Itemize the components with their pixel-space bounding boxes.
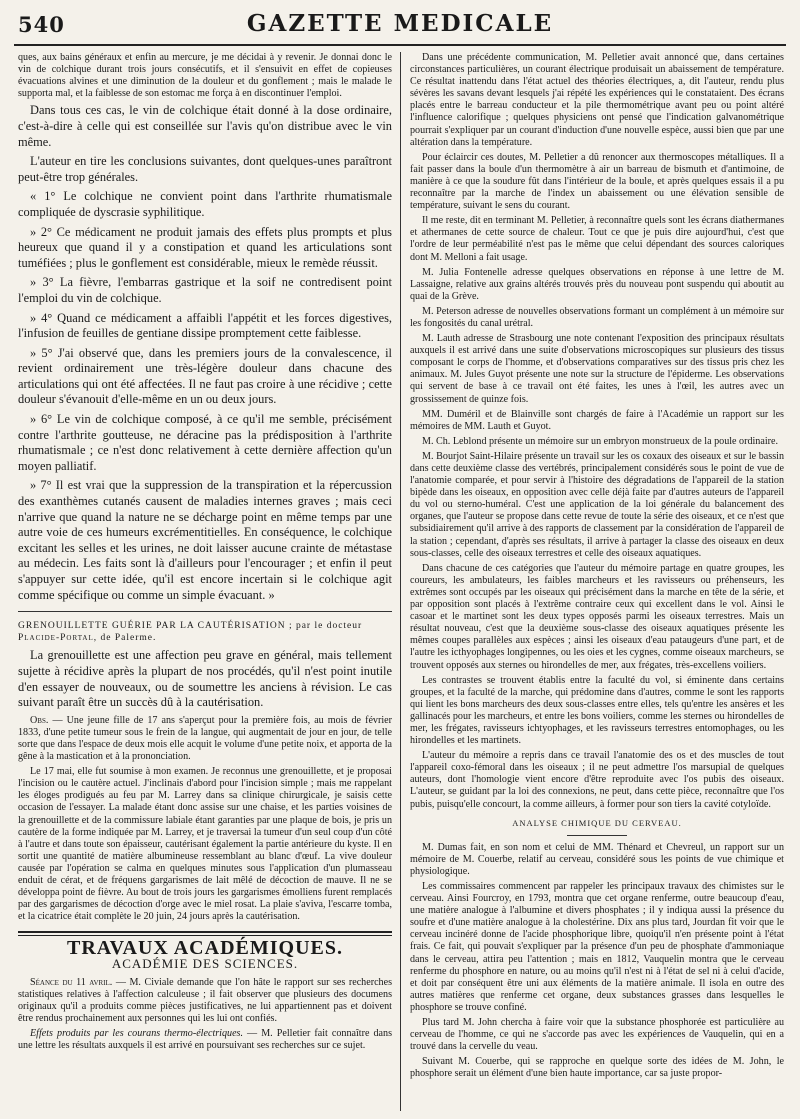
observation-treatment: Le 17 mai, elle fut soumise à mon examen. Je reconnus une grenouillette, et je proposai l'incision ou le cautère actuel. J'inclinais d'abord pour l'incision simple ; mais me rappelant les éloges prodigués au feu par M. Larrey dans sa clinique chirurgicale, je saisis cette occasion de l'essayer. La malade étant donc assise sur une chaise, et les parties voisines de la grenouillette et de la commissure labiale étant garanties par une plaque de bois, je pris un cautère de la forme indiquée par M. Larrey, et je traversai la tumeur d'un seul coup d'un côté à l'autre et dans toute son épaisseur, cautérisant également la partie antérieure du kyste. Il en sortit une quantité de matière albumineuse ressemblant au blanc d'œuf. La vive douleur causée par l'opération se calma en quelques minutes sous l'application d'un plumasseau enduit de cérat, et de fréquens gargarismes de lait mêlé de décoction de mauve. Il ne se développa point de fièvre. Au bout de trois jours les gargarismes émolliens furent remplacés par des gargarismes de décoction d'orge avec le miel rosat. La plaie s'avivа, l'escarre tomba, et la cicatrice était complète le 20 juin, 24 jours après la cautérisation. (18, 766, 392, 923)
observation-text: — Une jeune fille de 17 ans s'aperçut pour la première fois, au mois de février 1833, d'une petite tumeur sous le frein de la langue, qui augmentait de jour en jour, de telle sorte que dans l'espace de deux mois elle acquit le volume d'une petite noix, et apporta de la gêne à la mastication et à la prononciation. (18, 714, 392, 763)
observation-label: Obs. (30, 714, 49, 726)
conclusion-1: « 1° Le colchique ne convient point dans l'arthrite rhumatismale compliquée de dyscrasie syphilitique. (18, 189, 392, 219)
seance-label: Séance du 11 avril. (30, 976, 113, 988)
section-rule (18, 611, 392, 612)
dumas-paragraph: M. Dumas fait, en son nom et celui de MM. Thénard et Chevreul, un rapport sur un mémoire de M. Couerbe, relatif au cerveau, considéré sous les points de vue chimique et physiologique. (410, 841, 784, 877)
colchique-dose-paragraph: Dans tous ces cas, le vin de colchique était donné à la dose ordinaire, c'est-à-dire à celle qui est conseillée sur l'avis qu'on distribue avec le vin même. (18, 103, 392, 149)
colchique-conclusions-block (18, 103, 392, 603)
seance-paragraph (18, 977, 392, 1025)
analyse-chimique-heading: ANALYSE CHIMIQUE DU CERVEAU. (512, 817, 682, 828)
pelletier-paragraph-2: Pour éclaircir ces doutes, M. Pelletier a dû renoncer aux thermoscopes métalliques. Il a fait passer dans la boule d'un thermomètre à air un barreau de bismuth et d'antimoine, de manière à ce que la soudure fût dans l'intérieur de la boule, et après quelques essais il a pu reconnaître par la marche de l'index un abaissement ou une élévation sensible de température, suivant le sens du courant. (410, 151, 784, 212)
conclusion-4: » 4° Quand ce médicament a affaibli l'appétit et les forces digestives, l'infusion de feuilles de gentiane dissipe promptement cette faiblesse. (18, 310, 392, 341)
conclusion-5: » 5° J'ai observé que, dans les premiers jours de la convalescence, il revient ordinairement une très-légère douleur dans chacune des articulations qui ont été affectées. Il ne faut pas croire à une récidive ; cette douleur s'évanouit d'elle-même en un ou deux jours. (18, 345, 392, 407)
left-column (18, 52, 392, 1111)
grenouillette-intro: La grenouillette est une affection peu grave en général, mais tellement sujette à récidive après la plupart de nos procédés, qu'il n'est point inutile d'en essayer de nouveaux, ou de soumettre les anciens à révision. Le cas suivant paraît être un succès dû à la cautérisation. (18, 648, 392, 710)
pelletier-paragraph-1: Dans une précédente communication, M. Pelletier avait annoncé que, dans certaines circonstances particulières, un courant électrique produisait un abaissement de température. Ce résultat inattendu dans l'état actuel des théories électriques, a, dit l'auteur, rendu plus sévères les savans devant lesquels j'ai répété les expériences qui le constataient. Des écrans placés entre le barreau conducteur et la pile thermométrique avant peu ou point altéré l'influence calorifique ; quelques physiciens ont pensé que l'indication galvanométrique pourrait s'expliquer par un courant d'induction d'une nouvelle espèce, aussi bien que par une altération dans la température. (410, 52, 784, 148)
travaux-academiques-title: TRAVAUX ACADÉMIQUES. (67, 937, 343, 960)
journal-title: GAZETTE MEDICALE (246, 10, 554, 37)
colchique-intro-paragraph: ques, aux bains généraux et enfin au mercure, je me décidai à y revenir. Je donnai donc le vin de colchique durant trois jours consécutifs, et il s'ensuivit en effet de copieuses évacuations alvines et une diminution de la douleur et du gonflement ; mais le malade le supporta mal, et la faiblesse de son estomac me força à en discontinuer l'emploi. (18, 52, 392, 100)
bourjot-paragraph-2: Dans chacune de ces catégories que l'auteur du mémoire partage en quatre groupes, les coureurs, les ambulateurs, les faibles marcheurs et les ravisseurs ou préhenseurs, les extrêmes sont occupés par les oiseaux qui précisément dans la marche en tête de la série, et par opposition sont placés à l'extrême contraire ceux qui excellent dans le vol. Ainsi le casoar et le martinet sont les deux types opposés parmi les oiseaux terrestres. Mais un résultat nouveau, c'est que la deuxième sous-classe des oiseaux aquatiques présente les mêmes coupes parallèles aux espèces ; ainsi les oiseaux d'eau pataugeurs d'une part, et de l'autre les icthyophages longipennes, ou les oies et les cygnes, comme oiseaux marcheurs, se trouvent opposés aux sternes ou hirondelles de mer, aux frégates, très-excellens voiliers. (410, 562, 784, 671)
bourjot-paragraph-3: Les contrastes se trouvent établis entre la faculté du vol, si éminente dans certains groupes, et la faculté de la marche, qui prédomine dans d'autres, comme le sont les rapports qui lient les bons marcheurs des deux sous-classes entre elles, tels qu'entre les ansères et les gallinacés pour les marcheurs, et entre les bons voiliers, comme les sternes ou hirondelles de mer, les frégates, ravisseurs ichtyophages, et les ravisseurs terrestres entomophages, ou les hirondelles et les martinets. (410, 674, 784, 747)
couerbe-paragraph: Suivant M. Couerbe, qui se rapproche en quelque sorte des idées de M. John, le phosphore serait un élément d'une bien haute importance, car sa juste propor- (410, 1056, 784, 1080)
leblond-paragraph: M. Ch. Leblond présente un mémoire sur un embryon monstrueux de la poule ordinaire. (422, 435, 779, 447)
observation-paragraph (18, 715, 392, 763)
pelletier-paragraph-3: Il me reste, dit en terminant M. Pelletier, à reconnaître quels sont les écrans diathermanes et athermanes de cette source de chaleur. Tout ce que je puis dire aujourd'hui, c'est que l'ordre de leur perméabilité n'est pas le même que celui dépendant des sources caloriques dont M. Melloni a fait usage. (410, 215, 784, 263)
peterson-paragraph: M. Peterson adresse de nouvelles observations formant un complément à un mémoire sur les fongosités du canal urétral. (410, 305, 784, 329)
seance-text: — M. Civiale demande que l'on hâte le rapport sur ses recherches statistiques relatives à l'affection calculeuse ; il fait observer que plusieurs des documens originaux qu'il a produits comme pièces justificatives, ne lui appartiennent pas et doivent être rendus prochainement aux personnes qui les lui ont confiés. (18, 976, 392, 1024)
commissaires-paragraph: Les commissaires commencent par rappeler les principaux travaux des chimistes sur le cerveau. Ainsi Fourcroy, en 1793, montra que cet organe renferme, outre beaucoup d'eau, une matière analogue à l'albumine et divers phosphates ; il y indiqua aussi la présence du soufre et d'une matière analogue à la cholestérine. Dix ans plus tard, Jourdan fit voir que le cerveau incinéré donne de l'acide phosphorique libre, quoiqu'il n'en présente point à l'état frais. Ce fait, qui pouvait s'expliquer par la présence d'un peu de phosphate d'ammoniaque dans le cerveau, attira peu l'attention ; mais en 1812, Vauquelin montra que le cerveau renferme du phosphore en nature, ou au moins qu'il n'est ni à l'état de sel ni à celui d'acide, et doit par conséquent être uni aux éléments de la matière animale. Il isola en outre des autres matières que renferme cet organe, deux substances grasses dans lesquelles le phosphore se trouve confiné. (410, 881, 784, 1013)
conclusion-6: » 6° Le vin de colchique composé, à ce qu'il me semble, précisément contre l'arthrite goutteuse, ne déracine pas la prédisposition à l'arthrite rhumatismale ; ce n'est donc relativement à cette dernière affection qu'un moyen palliatif. (18, 412, 392, 473)
lauth-paragraph: M. Lauth adresse de Strasbourg une note contenant l'exposition des principaux résultats auxquels il est arrivé dans une suite d'observations microscopiques sur plusieurs des tissus composant le corps de l'homme, et d'observations comparatives sur des tissus pris chez les animaux. M. Jules Guyot présente une note sur la structure de l'épiderme. Les observations qui servent de base à ce travail ont été faites, les unes à l'œil, les autres avec un grossissement de quinze fois. (410, 333, 784, 405)
double-rule (18, 931, 392, 936)
grenouillette-title: GRENOUILLETTE GUÉRIE PAR LA CAUTÉRISATION ; par le docteur (18, 621, 363, 632)
conclusion-3: » 3° La fièvre, l'embarras gastrique et la soif ne contredisent point l'emploi du vin de colchique. (18, 275, 392, 305)
fontenelle-paragraph: M. Julia Fontenelle adresse quelques observations en réponse à une lettre de M. Lassaigne, relative aux grains altérés trouvés près du nouveau pont suspendu qui aboutit au quai de la Grève. (410, 266, 784, 302)
bourjot-paragraph-4: L'auteur du mémoire a repris dans ce travail l'anatomie des os et des muscles de tout l'appareil coxo-fémoral dans les oiseaux ; il ne peut admettre l'os marsupial de quelques auteurs, dont l'homologie vient encore d'être reproduite avec l'os pubis des oiseaux. L'auteur, se guidant par la loi des connexions, ne peut, dans cette pièce, reconnaître que l'os pubis, puisqu'elle concourt, la comme ailleurs, à former pour son tiers la cavité cotyloïde. (410, 750, 784, 810)
conclusion-7: » 7° Il est vrai que la suppression de la transpiration et la répercussion des exanthèmes cutanés causent de maladies internes graves ; mais ceci n'arrive que quand la nature ne se décharge point en même temps par une autre voie de ces humeurs excrémentitielles. En conséquence, le colchique excitant les selles et les urines, ne doit laisser aucune crainte de métastase au médecin. Les faits sont là d'ailleurs pour l'encourager ; et enfin il peut s'appuyer sur cette idée, qu'il est encore incertain si le colchique agit comme spécifique ou comme un simple évacuant. » (18, 478, 392, 602)
grenouillette-place: , de Palerme. (93, 633, 157, 644)
grenouillette-heading (18, 620, 392, 644)
grenouillette-intro-block (18, 648, 392, 710)
effets-label: Effets produits par les courans thermo-électriques. (30, 1027, 244, 1039)
effets-paragraph (18, 1028, 392, 1052)
page-header (14, 4, 786, 46)
conclusions-intro: L'auteur en tire les conclusions suivantes, dont quelques-unes paraîtront peut-être trop générales. (18, 154, 392, 184)
conclusion-2: » 2° Ce médicament ne produit jamais des effets plus prompts et plus heureux que quand il y a constipation et quand les articulations sont tuméfiées ; plus le gonflement est considérable, mieux le remède réussit. (18, 224, 392, 270)
effets-text: — M. Pelletier fait connaître dans une lettre les résultats auxquels il est arrivé en poursuivant ses recherches sur ce sujet. (18, 1027, 392, 1051)
academie-des-sciences-title: ACADÉMIE DES SCIENCES. (111, 956, 299, 972)
john-paragraph: Plus tard M. John chercha à faire voir que la substance phosphorée est particulière au cerveau de l'homme, ce qui ne s'accorde pas avec les expériences de Vauquelin, qui en a trouvé dans la cervelle du veau. (410, 1017, 784, 1053)
grenouillette-author: Placide-Portal (18, 633, 94, 644)
dumeril-paragraph: MM. Duméril et de Blainville sont chargés de faire à l'Académie un rapport sur les mémoires de MM. Lauth et Guyot. (410, 408, 784, 432)
bourjot-paragraph-1: M. Bourjot Saint-Hilaire présente un travail sur les os coxaux des oiseaux et sur le bassin dans cette deuxième classe des vertébrés, principalement considérés sous le point de vue de l'anatomie comparée, et pour servir à l'histoire des dégradations de l'appareil de la station bipède dans les oiseaux, en opposition avec celle déjà faite par d'autres auteurs de l'appareil du vol ou sterno-huméral. C'est une application de la loi générale du balancement des organes, que l'auteur se propose dans cette revue de toute la série des oiseaux, et ce n'est que subsidiairement qu'il arrive à des rapports de classement par la considération de l'appareil de la station ; cependant, d'après ses résultats, il arrive à partager la classe des oiseaux en deux sous-classes, celle des oiseaux terrestres et celle des oiseaux aquatiques. (410, 450, 784, 559)
column-divider (400, 52, 401, 1111)
short-rule (567, 835, 627, 836)
page-number: 540 (18, 12, 65, 37)
right-column (410, 52, 784, 1111)
